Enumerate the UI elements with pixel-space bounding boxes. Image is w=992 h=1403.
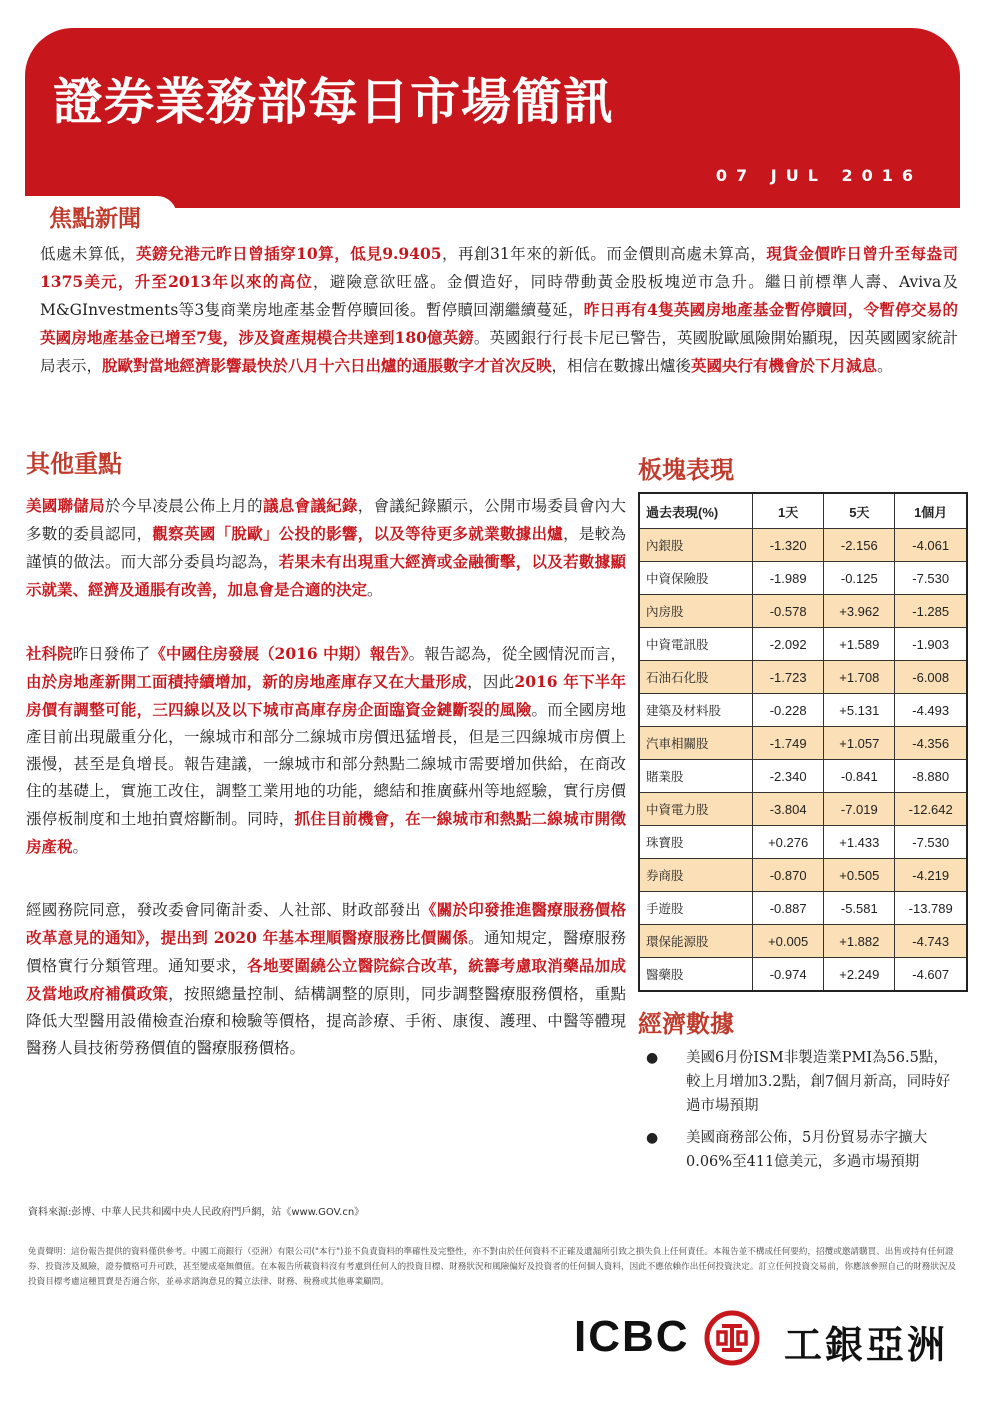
sector-name: 內銀股 [639, 529, 753, 562]
change-1d: -0.578 [753, 595, 824, 628]
body-text: 於今早凌晨公佈上月的 [104, 497, 263, 515]
highlighted-text: 現貨金價昨日曾升至每盎司1375美元，升至2013年以來的高位 [40, 244, 958, 291]
sector-name: 醫藥股 [639, 958, 753, 992]
sector-performance-title: 板塊表現 [638, 456, 734, 484]
column-header: 5天 [824, 493, 895, 529]
economic-data-list [646, 1046, 962, 1182]
highlighted-text: 《關於印發推進醫療服務價格改革意見的通知》，提出到 2020 年基本理順醫療服務比價關係 [26, 900, 626, 947]
change-1m: -1.285 [895, 595, 967, 628]
change-1m: -4.493 [895, 694, 967, 727]
change-5d: -7.019 [824, 793, 895, 826]
highlighted-text: 若果未有出現重大經濟或金融衝擊，以及若數據顯示就業、經濟及通脹有改善，加息會是合適的決定 [26, 552, 626, 599]
change-5d: +5.131 [824, 694, 895, 727]
other-paragraph-medical [26, 896, 626, 1062]
table-row [639, 760, 967, 793]
economic-item-text: 美國商務部公佈，5月份貿易赤字擴大0.06%至411億美元，多過市場預期 [686, 1130, 928, 1170]
table-row [639, 661, 967, 694]
sector-name: 中資保險股 [639, 562, 753, 595]
change-5d: +0.505 [824, 859, 895, 892]
body-text: ，是較為謹慎的做法。而大部分委員均認為， [26, 525, 626, 571]
highlighted-text: 由於房地產新開工面積持續增加，新的房地產庫存又在大量形成 [26, 672, 468, 691]
logo-text-cn: 工銀亞洲 [784, 1323, 949, 1367]
table-row [639, 892, 967, 925]
change-5d: +1.057 [824, 727, 895, 760]
change-1d: -1.320 [753, 529, 824, 562]
body-text: ，按照總量控制、結構調整的原則，同步調整醫療服務價格，重點降低大型醫用設備檢查治療和檢驗等價格，提高診療、手術、康復、護理、中醫等體現醫務人員技術勞務價值的醫療服務價格。 [26, 985, 626, 1057]
highlighted-text: 議息會議紀錄 [262, 496, 358, 515]
highlighted-text: 抓住目前機會，在一線城市和熱點二線城市開徵房產稅 [26, 809, 626, 856]
sector-name: 石油石化股 [639, 661, 753, 694]
logo-text-en: ICBC [574, 1312, 690, 1361]
body-text: ，會議紀錄顯示，公開市場委員會內大多數的委員認同， [26, 497, 626, 543]
change-1d: -0.887 [753, 892, 824, 925]
sector-name: 環保能源股 [639, 925, 753, 958]
change-5d: +3.962 [824, 595, 895, 628]
other-highlights-title: 其他重點 [26, 450, 122, 478]
change-1d: -0.228 [753, 694, 824, 727]
change-1d: -1.749 [753, 727, 824, 760]
change-1d: +0.005 [753, 925, 824, 958]
change-1m: -12.642 [895, 793, 967, 826]
body-text: 經國務院同意，發改委會同衛計委、人社部、財政部發出 [26, 901, 421, 919]
change-1m: -1.903 [895, 628, 967, 661]
change-1d: -2.092 [753, 628, 824, 661]
other-paragraph-fed [26, 492, 626, 604]
sector-name: 汽車相關股 [639, 727, 753, 760]
change-5d: +1.708 [824, 661, 895, 694]
change-1m: -13.789 [895, 892, 967, 925]
highlighted-text: 脫歐對當地經濟影響最快於八月十六日出爐的通脹數字才首次反映 [102, 356, 552, 375]
table-row [639, 925, 967, 958]
icbc-logo [574, 1310, 964, 1370]
list-item [646, 1046, 962, 1118]
report-date: 07 JUL 2016 [715, 166, 922, 185]
data-source: 資料來源:彭博、中華人民共和國中央人民政府門戶網，站《www.GOV.cn》 [28, 1207, 365, 1218]
other-paragraph-housing [26, 640, 626, 861]
change-1m: -4.219 [895, 859, 967, 892]
table-header-row [639, 493, 967, 529]
table-row [639, 826, 967, 859]
disclaimer: 免責聲明：這份報告提供的資料僅供參考。中國工商銀行（亞洲）有限公司("本行")並不負責資料的準確性及完整性，亦不對由於任何資料不正確及遺漏所引致之損失負上任何責任。本報告並不構成任何要約，招攬或邀請購買、出售或持有任何證券、投資涉及風險，證券價格可升可跌，甚至變成毫無價值。在本報告所載資料沒有考慮到任何人的投資目標、財務狀況和風險偏好及投資者的任何個人資料，因此不應依賴作出任何投資決定。訂立任何投資交易前，你應該參照自己的財務狀況及投資目標考慮這種買賣是否適合你，並尋求諮詢意見的獨立法律、財務、稅務或其他專業顧問。 [28, 1247, 957, 1287]
body-text: 。而全國房地產目前出現嚴重分化，一線城市和部分二線城市房價迅猛增長，但是三四線城市房價上漲慢，甚至是負增長。報告建議，一線城市和部分熱點二線城市需要增加供給，在商改住的基礎上，實施工改住，調整工業用地的功能，總結和推廣蘇州等地經驗，實行房價漲停板制度和土地拍賣熔斷制。同時， [26, 701, 626, 828]
column-header: 1個月 [895, 493, 967, 529]
column-header: 1天 [753, 493, 824, 529]
highlighted-text: 昨日再有4隻英國房地產基金暫停贖回，令暫停交易的英國房地產基金已增至7隻，涉及資產規模合共達到180億英鎊 [40, 300, 958, 347]
change-1d: -0.974 [753, 958, 824, 992]
bullet-icon: ● [646, 1130, 659, 1146]
change-1m: -8.880 [895, 760, 967, 793]
sector-name: 賭業股 [639, 760, 753, 793]
table-row [639, 628, 967, 661]
header-banner [25, 28, 960, 208]
body-text: 。 [877, 357, 893, 375]
change-1d: -1.989 [753, 562, 824, 595]
table-row [639, 529, 967, 562]
change-1d: +0.276 [753, 826, 824, 859]
change-5d: -0.125 [824, 562, 895, 595]
focus-news-body [40, 240, 958, 380]
change-5d: -5.581 [824, 892, 895, 925]
highlighted-text: 觀察英國「脫歐」公投的影響，以及等待更多就業數據出爐 [152, 524, 564, 543]
sector-performance-table [638, 492, 968, 992]
highlighted-text: 英國央行有機會於下月減息 [691, 356, 878, 375]
change-5d: +2.249 [824, 958, 895, 992]
body-text: 。通知規定，醫療服務價格實行分類管理。通知要求， [26, 929, 626, 975]
highlighted-text: 美國聯儲局 [26, 496, 105, 515]
table-row [639, 859, 967, 892]
change-1m: -4.743 [895, 925, 967, 958]
highlighted-text: 《中國住房發展（2016 中期）報告》 [150, 644, 409, 663]
body-text: ，再創31年來的新低。而金價則高處未算高， [441, 245, 767, 263]
sector-name: 珠寶股 [639, 826, 753, 859]
sector-name: 中資電訊股 [639, 628, 753, 661]
change-5d: -0.841 [824, 760, 895, 793]
body-text: 。報告認為，從全國情況而言， [408, 645, 626, 663]
change-1m: -4.356 [895, 727, 967, 760]
table-row [639, 958, 967, 992]
body-text: ，因此 [467, 673, 515, 691]
body-text: ，避險意欲旺盛。金價造好，同時帶動黃金股板塊逆市急升。繼日前標準人壽、Aviva及M&GInvestments等3隻商業房地產基金暫停贖回後。暫停贖回潮繼續蔓延， [40, 273, 959, 319]
body-text: 。 [367, 581, 383, 599]
focus-news-tab [25, 196, 177, 232]
table-row [639, 595, 967, 628]
table-row [639, 727, 967, 760]
change-5d: +1.882 [824, 925, 895, 958]
highlighted-text: 英鎊兌港元昨日曾插穿10算，低見9.9405 [136, 244, 442, 263]
sector-name: 建築及材料股 [639, 694, 753, 727]
change-1m: -7.530 [895, 562, 967, 595]
change-1d: -2.340 [753, 760, 824, 793]
sector-name: 內房股 [639, 595, 753, 628]
change-1m: -7.530 [895, 826, 967, 859]
sector-name: 手遊股 [639, 892, 753, 925]
economic-data-title: 經濟數據 [638, 1010, 734, 1038]
focus-news-title: 焦點新聞 [49, 206, 141, 232]
sector-name: 中資電力股 [639, 793, 753, 826]
list-item [646, 1126, 962, 1174]
change-5d: -2.156 [824, 529, 895, 562]
change-1m: -4.061 [895, 529, 967, 562]
highlighted-text: 社科院 [26, 644, 73, 663]
change-1m: -4.607 [895, 958, 967, 992]
table-row [639, 562, 967, 595]
body-text: 。 [72, 838, 89, 856]
change-1d: -0.870 [753, 859, 824, 892]
body-text: ，相信在數據出爐後 [551, 357, 692, 375]
icbc-emblem-icon [704, 1310, 760, 1366]
body-text: 。英國銀行行長卡尼已警告，英國脫歐風險開始顯現，因英國國家統計局表示， [40, 329, 958, 375]
body-text: 昨日發佈了 [72, 645, 151, 663]
change-1m: -6.008 [895, 661, 967, 694]
bullet-icon: ● [646, 1050, 659, 1066]
change-1d: -1.723 [753, 661, 824, 694]
highlighted-text: 2016 年下半年房價有調整可能，三四線以及以下城市高庫存房企面臨資金鏈斷裂的風險 [26, 672, 626, 719]
body-text: 低處未算低， [40, 245, 137, 263]
table-row [639, 694, 967, 727]
column-header: 過去表現(%) [639, 493, 753, 529]
change-5d: +1.433 [824, 826, 895, 859]
highlighted-text: 各地要圍繞公立醫院綜合改革，統籌考慮取消藥品加成及當地政府補償政策 [26, 956, 626, 1003]
sector-name: 券商股 [639, 859, 753, 892]
page-title: 證券業務部每日市場簡訊 [53, 73, 614, 131]
change-5d: +1.589 [824, 628, 895, 661]
economic-item-text: 美國6月份ISM非製造業PMI為56.5點，較上月增加3.2點，創7個月新高，同時好過市場預期 [686, 1050, 951, 1114]
table-row [639, 793, 967, 826]
change-1d: -3.804 [753, 793, 824, 826]
